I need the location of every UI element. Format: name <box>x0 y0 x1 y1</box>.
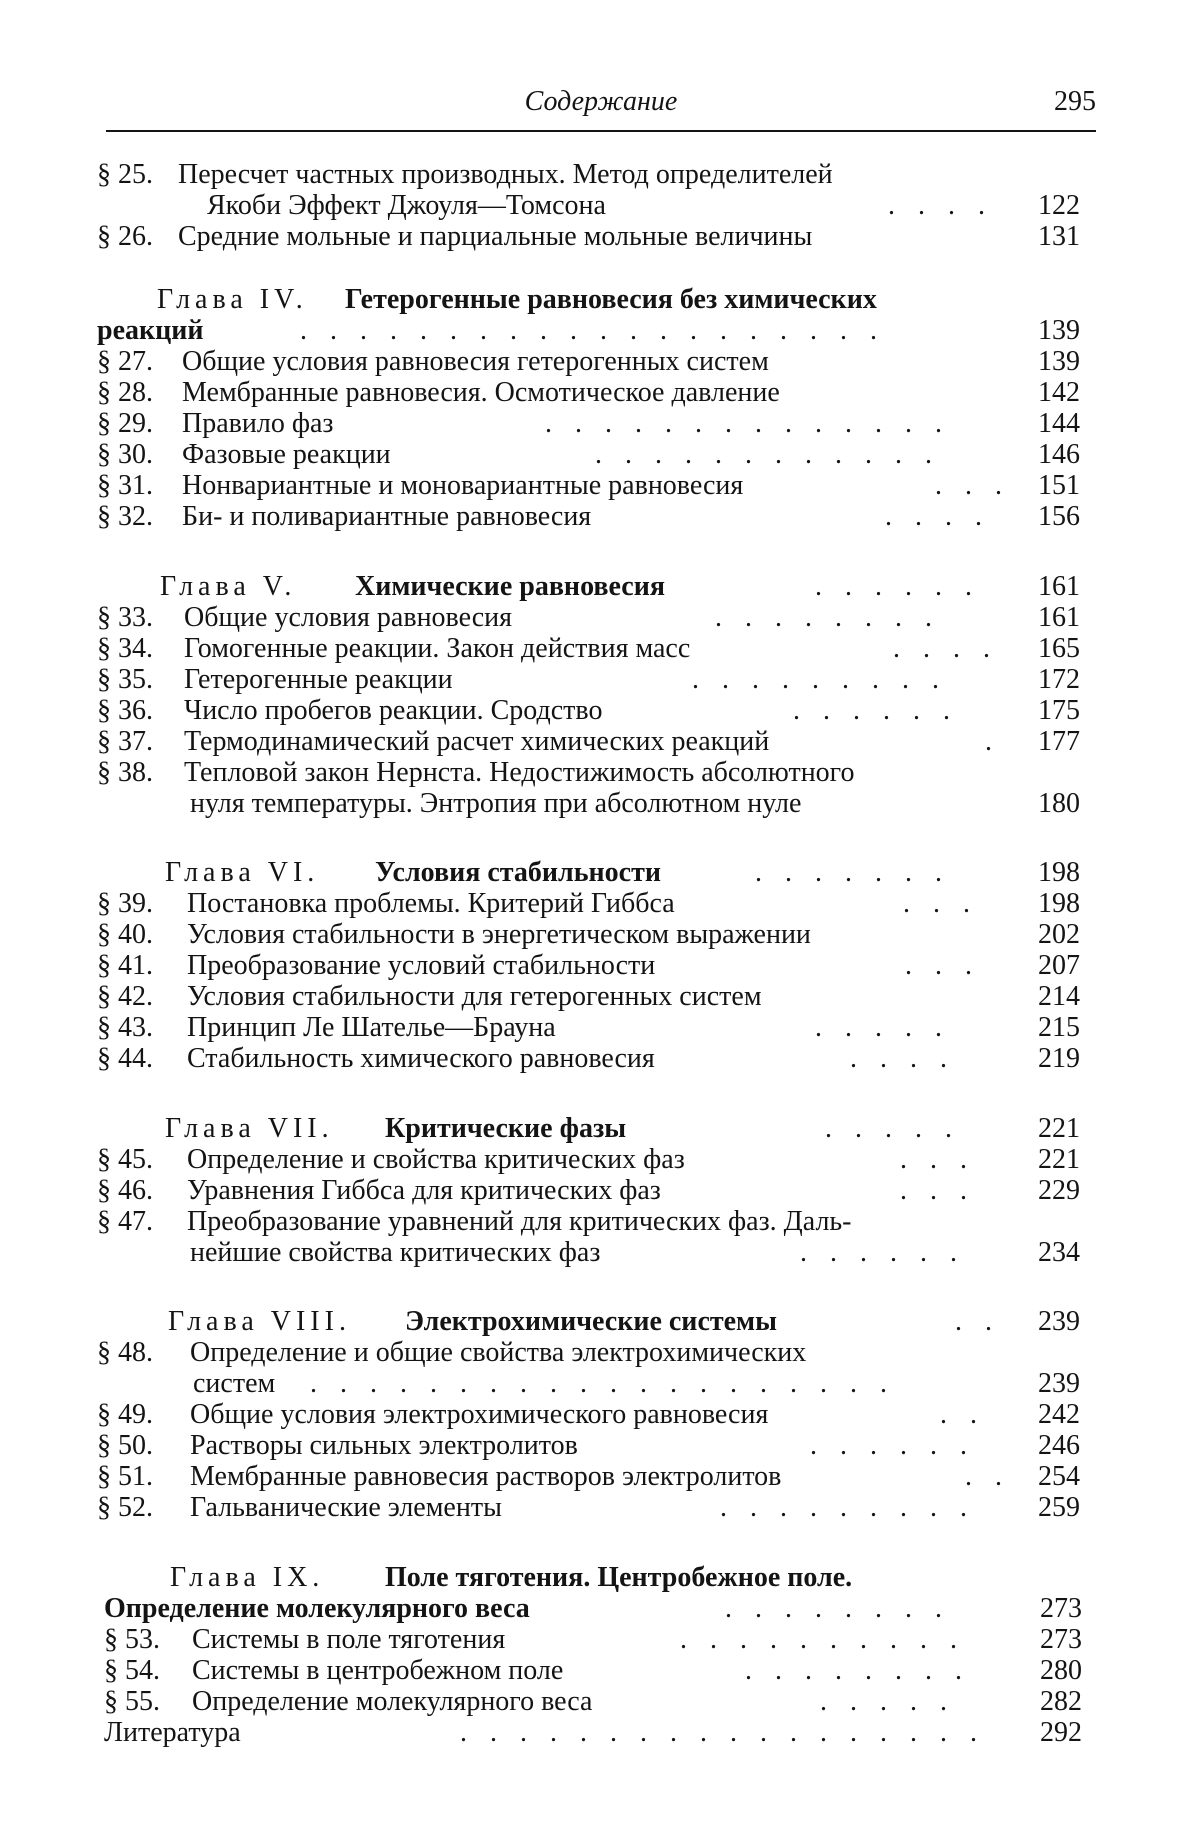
section-title: Уравнения Гиббса для критических фаз <box>187 1175 661 1206</box>
toc-entry-s38 <box>0 757 1200 788</box>
page-ref: 242 <box>1038 1399 1080 1430</box>
section-title: Фазовые реакции <box>182 439 391 470</box>
toc-entry-s51 <box>0 1461 1200 1492</box>
page-ref: 246 <box>1038 1430 1080 1461</box>
page-ref: 214 <box>1038 981 1080 1012</box>
toc-chapter-9-cont <box>0 1593 1200 1624</box>
toc-entry-s55 <box>0 1686 1200 1717</box>
dot-leader: . . . . . . . . . . . . . . <box>545 408 950 439</box>
section-number: § 51. <box>97 1461 153 1492</box>
toc-chapter-4 <box>0 284 1200 315</box>
section-title: Число пробегов реакции. Сродство <box>184 695 603 726</box>
page-ref: 282 <box>1040 1686 1082 1717</box>
section-title: Постановка проблемы. Критерий Гиббса <box>187 888 675 919</box>
section-number: § 32. <box>97 501 153 532</box>
page-ref: 180 <box>1038 788 1080 819</box>
chapter-title: Гетерогенные равновесия без химических <box>345 284 877 315</box>
page-ref: 161 <box>1038 571 1080 602</box>
toc-entry-s39 <box>0 888 1200 919</box>
toc-entry-s25 <box>0 159 1200 190</box>
dot-leader: . . . . . . . . <box>725 1593 950 1624</box>
toc-entry-s28 <box>0 377 1200 408</box>
page-ref: 259 <box>1038 1492 1080 1523</box>
toc-entry-s45 <box>0 1144 1200 1175</box>
dot-leader: . <box>985 726 1000 757</box>
page-ref: 234 <box>1038 1237 1080 1268</box>
page-ref: 254 <box>1038 1461 1080 1492</box>
section-title: Правило фаз <box>182 408 334 439</box>
section-number: § 30. <box>97 439 153 470</box>
dot-leader: . . . . . . . <box>755 857 950 888</box>
page-ref: 202 <box>1038 919 1080 950</box>
page-ref: 156 <box>1038 501 1080 532</box>
page-ref: 219 <box>1038 1043 1080 1074</box>
toc-entry-s37 <box>0 726 1200 757</box>
page-ref: 273 <box>1040 1593 1082 1624</box>
toc-entry-s50 <box>0 1430 1200 1461</box>
toc-entry-s33 <box>0 602 1200 633</box>
dot-leader: . . . . . . . . . . . . . . . . . . <box>460 1717 985 1748</box>
dot-leader: . . . . . . . . . . . . <box>595 439 940 470</box>
toc-entry-s48 <box>0 1337 1200 1368</box>
page-ref: 198 <box>1038 857 1080 888</box>
chapter-title-cont: Определение молекулярного веса <box>104 1593 530 1624</box>
page-ref: 221 <box>1038 1144 1080 1175</box>
toc-entry-s31 <box>0 470 1200 501</box>
toc-entry-s35 <box>0 664 1200 695</box>
section-number: § 26. <box>97 221 153 252</box>
section-title: Определение и свойства критических фаз <box>187 1144 685 1175</box>
section-title: Общие условия электрохимического равновесия <box>190 1399 769 1430</box>
dot-leader: . . . <box>935 470 1010 501</box>
toc-entry-s47-cont <box>0 1237 1200 1268</box>
toc-entry-s41 <box>0 950 1200 981</box>
toc-entry-s53 <box>0 1624 1200 1655</box>
section-number: § 27. <box>97 346 153 377</box>
dot-leader: . . <box>965 1461 1010 1492</box>
page-ref: 139 <box>1038 346 1080 377</box>
section-title: Условия стабильности для гетерогенных систем <box>187 981 762 1012</box>
section-title-cont: нейшие свойства критических фаз <box>190 1237 601 1268</box>
section-title-cont: Якоби Эффект Джоуля—Томсона <box>207 190 606 221</box>
page-ref: 229 <box>1038 1175 1080 1206</box>
dot-leader: . . . . . . <box>793 695 958 726</box>
chapter-label: Глава IV. <box>157 284 308 315</box>
section-number: § 37. <box>97 726 153 757</box>
page-ref: 273 <box>1040 1624 1082 1655</box>
section-number: § 41. <box>97 950 153 981</box>
dot-leader: . . . . <box>888 190 993 221</box>
toc-entry-s52 <box>0 1492 1200 1523</box>
section-title: Тепловой закон Нернста. Недостижимость абсолютного <box>184 757 855 788</box>
page-number: 295 <box>1054 86 1096 117</box>
section-title: Определение молекулярного веса <box>192 1686 593 1717</box>
toc-entry-literature <box>0 1717 1200 1748</box>
section-number: § 29. <box>97 408 153 439</box>
page-ref: 144 <box>1038 408 1080 439</box>
section-title: Принцип Ле Шателье—Брауна <box>187 1012 556 1043</box>
section-number: § 50. <box>97 1430 153 1461</box>
section-title: Общие условия равновесия гетерогенных систем <box>182 346 769 377</box>
dot-leader: . . <box>940 1399 985 1430</box>
section-number: § 31. <box>97 470 153 501</box>
chapter-title: Электрохимические системы <box>405 1306 777 1337</box>
dot-leader: . . . . <box>885 501 990 532</box>
toc-entry-s44 <box>0 1043 1200 1074</box>
section-number: § 44. <box>97 1043 153 1074</box>
section-title: Гомогенные реакции. Закон действия масс <box>184 633 691 664</box>
section-title-cont: нуля температуры. Энтропия при абсолютном нуле <box>190 788 802 819</box>
chapter-title: Условия стабильности <box>375 857 661 888</box>
section-title: Би- и поливариантные равновесия <box>182 501 592 532</box>
page-ref: 151 <box>1038 470 1080 501</box>
section-number: § 48. <box>97 1337 153 1368</box>
section-number: § 47. <box>97 1206 153 1237</box>
page-ref: 165 <box>1038 633 1080 664</box>
section-title: Термодинамический расчет химических реакций <box>184 726 770 757</box>
page-ref: 292 <box>1040 1717 1082 1748</box>
toc-entry-s49 <box>0 1399 1200 1430</box>
section-number: § 40. <box>97 919 153 950</box>
page-ref: 221 <box>1038 1113 1080 1144</box>
running-title: Содержание <box>524 86 678 117</box>
section-number: § 42. <box>97 981 153 1012</box>
dot-leader: . . . . . <box>825 1113 960 1144</box>
section-title: Гальванические элементы <box>190 1492 502 1523</box>
page-ref: 177 <box>1038 726 1080 757</box>
dot-leader: . . . . . . . . . . <box>680 1624 965 1655</box>
toc-entry-s38-cont <box>0 788 1200 819</box>
chapter-label: Глава VIII. <box>168 1306 351 1337</box>
page-ref: 142 <box>1038 377 1080 408</box>
section-title: Системы в поле тяготения <box>192 1624 506 1655</box>
dot-leader: . . . . . . . . . <box>720 1492 975 1523</box>
toc-entry-s30 <box>0 439 1200 470</box>
toc-entry-s48-cont <box>0 1368 1200 1399</box>
chapter-title: Химические равновесия <box>355 571 665 602</box>
section-number: § 36. <box>97 695 153 726</box>
section-title: Растворы сильных электролитов <box>190 1430 578 1461</box>
page-ref: 215 <box>1038 1012 1080 1043</box>
dot-leader: . . . . . . . . . . . . . . . . . . . . <box>300 315 885 346</box>
dot-leader: . . . <box>900 1144 975 1175</box>
dot-leader: . . <box>955 1306 1000 1337</box>
toc-chapter-8 <box>0 1306 1200 1337</box>
page-ref: 239 <box>1038 1368 1080 1399</box>
section-number: § 55. <box>104 1686 160 1717</box>
dot-leader: . . . . <box>850 1043 955 1074</box>
page-ref: 146 <box>1038 439 1080 470</box>
section-title: Системы в центробежном поле <box>192 1655 564 1686</box>
dot-leader: . . . . . . . . . . . . . . . . . . . . <box>310 1368 895 1399</box>
toc-entry-s26 <box>0 221 1200 252</box>
toc-entry-s34 <box>0 633 1200 664</box>
page-ref: 139 <box>1038 315 1080 346</box>
section-title: Гетерогенные реакции <box>184 664 453 695</box>
section-number: § 49. <box>97 1399 153 1430</box>
chapter-label: Глава V. <box>160 571 297 602</box>
dot-leader: . . . . . . <box>810 1430 975 1461</box>
section-number: § 25. <box>97 159 153 190</box>
toc-entry-s25-cont <box>0 190 1200 221</box>
section-title: Пересчет частных производных. Метод определителей <box>178 159 833 190</box>
toc-entry-s27 <box>0 346 1200 377</box>
chapter-title-cont: реакций <box>97 315 204 346</box>
section-title: Преобразование уравнений для критических фаз. Даль- <box>187 1206 852 1237</box>
toc-entry-s47 <box>0 1206 1200 1237</box>
dot-leader: . . . <box>905 950 980 981</box>
toc-chapter-5 <box>0 571 1200 602</box>
toc-chapter-6 <box>0 857 1200 888</box>
dot-leader: . . . . . . <box>815 571 980 602</box>
chapter-label: Глава VI. <box>165 857 320 888</box>
toc-entry-s36 <box>0 695 1200 726</box>
section-title: Средние мольные и парциальные мольные величины <box>178 221 813 252</box>
page-ref: 172 <box>1038 664 1080 695</box>
page-ref: 131 <box>1038 221 1080 252</box>
section-title: Условия стабильности в энергетическом выражении <box>187 919 811 950</box>
page-ref: 280 <box>1040 1655 1082 1686</box>
page-header <box>106 80 1096 132</box>
section-number: § 28. <box>97 377 153 408</box>
page-ref: 239 <box>1038 1306 1080 1337</box>
dot-leader: . . . <box>903 888 978 919</box>
section-number: § 45. <box>97 1144 153 1175</box>
section-number: § 34. <box>97 633 153 664</box>
section-number: § 35. <box>97 664 153 695</box>
dot-leader: . . . . . . . . <box>745 1655 970 1686</box>
section-number: § 52. <box>97 1492 153 1523</box>
section-title: Мембранные равновесия. Осмотическое давление <box>182 377 780 408</box>
toc-entry-s29 <box>0 408 1200 439</box>
toc-entry-s43 <box>0 1012 1200 1043</box>
section-title: Нонвариантные и моновариантные равновесия <box>182 470 744 501</box>
section-title-cont: систем <box>193 1368 276 1399</box>
dot-leader: . . . . . . . . <box>715 602 940 633</box>
section-number: § 38. <box>97 757 153 788</box>
dot-leader: . . . . <box>893 633 998 664</box>
toc-entry-s40 <box>0 919 1200 950</box>
toc-entry-s54 <box>0 1655 1200 1686</box>
page-ref: 207 <box>1038 950 1080 981</box>
toc-entry-s46 <box>0 1175 1200 1206</box>
dot-leader: . . . . . . <box>800 1237 965 1268</box>
toc-chapter-7 <box>0 1113 1200 1144</box>
toc-entry-s32 <box>0 501 1200 532</box>
dot-leader: . . . . . <box>820 1686 955 1717</box>
toc-entry-s42 <box>0 981 1200 1012</box>
dot-leader: . . . . . . . . . <box>692 664 947 695</box>
page-ref: 175 <box>1038 695 1080 726</box>
section-number: § 54. <box>104 1655 160 1686</box>
section-title: Общие условия равновесия <box>184 602 513 633</box>
toc-chapter-4-cont <box>0 315 1200 346</box>
section-title: Определение и общие свойства электрохимических <box>190 1337 807 1368</box>
section-number: § 46. <box>97 1175 153 1206</box>
page-ref: 122 <box>1038 190 1080 221</box>
chapter-label: Глава IX. <box>170 1562 325 1593</box>
dot-leader: . . . <box>900 1175 975 1206</box>
section-number: § 39. <box>97 888 153 919</box>
page-ref: 198 <box>1038 888 1080 919</box>
section-title: Мембранные равновесия растворов электролитов <box>190 1461 782 1492</box>
page-ref: 161 <box>1038 602 1080 633</box>
section-number: § 43. <box>97 1012 153 1043</box>
section-number: § 33. <box>97 602 153 633</box>
section-title: Преобразование условий стабильности <box>187 950 656 981</box>
section-title: Литература <box>104 1717 241 1748</box>
section-title: Стабильность химического равновесия <box>187 1043 655 1074</box>
toc-chapter-9 <box>0 1562 1200 1593</box>
chapter-title: Критические фазы <box>385 1113 627 1144</box>
section-number: § 53. <box>104 1624 160 1655</box>
dot-leader: . . . . . <box>815 1012 950 1043</box>
chapter-title: Поле тяготения. Центробежное поле. <box>385 1562 853 1593</box>
chapter-label: Глава VII. <box>165 1113 334 1144</box>
